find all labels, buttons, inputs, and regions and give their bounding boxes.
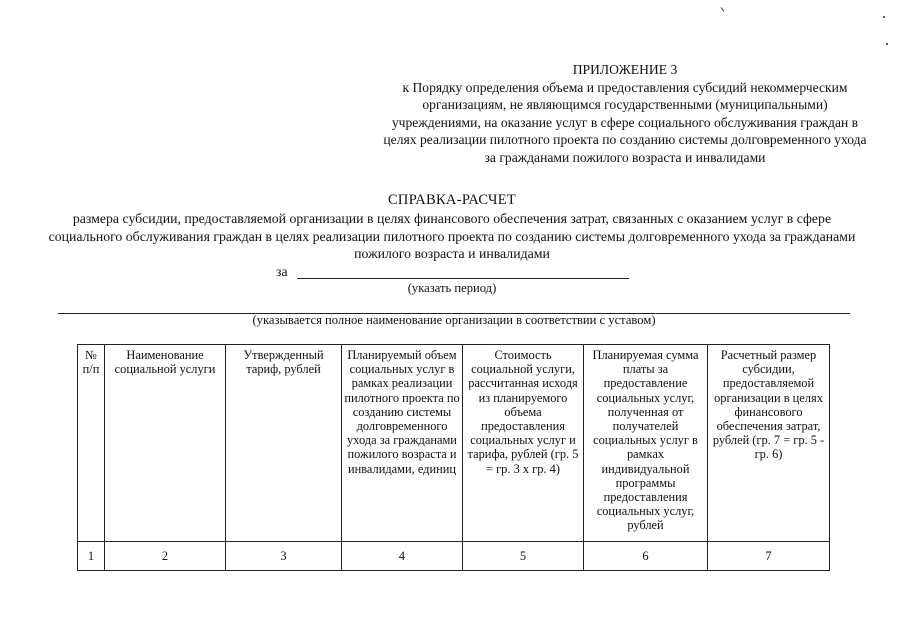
scan-speck — [721, 7, 725, 12]
calculation-table — [77, 344, 830, 571]
header-approved-tariff: Утвержденный тариф, рублей — [226, 345, 342, 542]
header-planned-volume: Планируемый объем социальных услуг в рамках реализации пилотного проекта по созданию системы долговременного ухода за гражданами пожилого возраста и инвалидами, единиц — [342, 345, 463, 542]
column-number-row — [78, 542, 830, 571]
column-number: 4 — [342, 542, 463, 571]
column-number: 6 — [584, 542, 708, 571]
scan-speck — [886, 43, 888, 45]
document-subtitle: размера субсидии, предоставляемой организации в целях финансового обеспечения затрат, связанных с оказанием услуг в сфере социального обслуживания граждан в целях реализации пилотного проекта по созданию системы долговременного ухода за гражданами пожилого возраста и инвалидами — [48, 211, 856, 261]
column-number: 3 — [226, 542, 342, 571]
document-title: СПРАВКА-РАСЧЕТ — [387, 192, 517, 208]
appendix-number: ПРИЛОЖЕНИЕ 3 — [572, 62, 678, 77]
header-service-cost: Стоимость социальной услуги, рассчитанная исходя из планируемого объема предоставления социальных услуг и тарифа, рублей (гр. 5 = гр. 3 х гр. 4) — [463, 345, 584, 542]
appendix-subtitle: к Порядку определения объема и предоставления субсидий некоммерческим организациям, не являющимся государственными (муниципальными) учреждениями, на оказание услуг в сфере социального обслуживания граждан в целях реализации пилотного проекта по созданию системы долговременного ухода за гражданами пожилого возраста и инвалидами — [383, 79, 867, 165]
period-hint: (указать период) — [407, 281, 497, 295]
header-planned-payment: Планируемая сумма платы за предоставление социальных услуг, полученная от получателей социальных услуг в рамках индивидуальной программы предоставления социальных услуг, рублей — [584, 345, 708, 542]
scan-speck — [883, 16, 885, 18]
header-service-name: Наименование социальной услуги — [105, 345, 226, 542]
column-number: 5 — [463, 542, 584, 571]
appendix-block — [380, 61, 870, 166]
period-prefix: за — [276, 264, 288, 279]
header-row-number: № п/п — [78, 345, 105, 542]
period-fill-line — [297, 278, 629, 279]
header-subsidy-amount: Расчетный размер субсидии, предоставляемой организации в целях финансового обеспечения затрат, рублей (гр. 7 = гр. 5 - гр. 6) — [708, 345, 830, 542]
column-number: 1 — [78, 542, 105, 571]
table-header-row — [78, 345, 830, 542]
column-number: 7 — [708, 542, 830, 571]
organization-hint: (указывается полное наименование организации в соответствии с уставом) — [252, 313, 656, 327]
column-number: 2 — [105, 542, 226, 571]
